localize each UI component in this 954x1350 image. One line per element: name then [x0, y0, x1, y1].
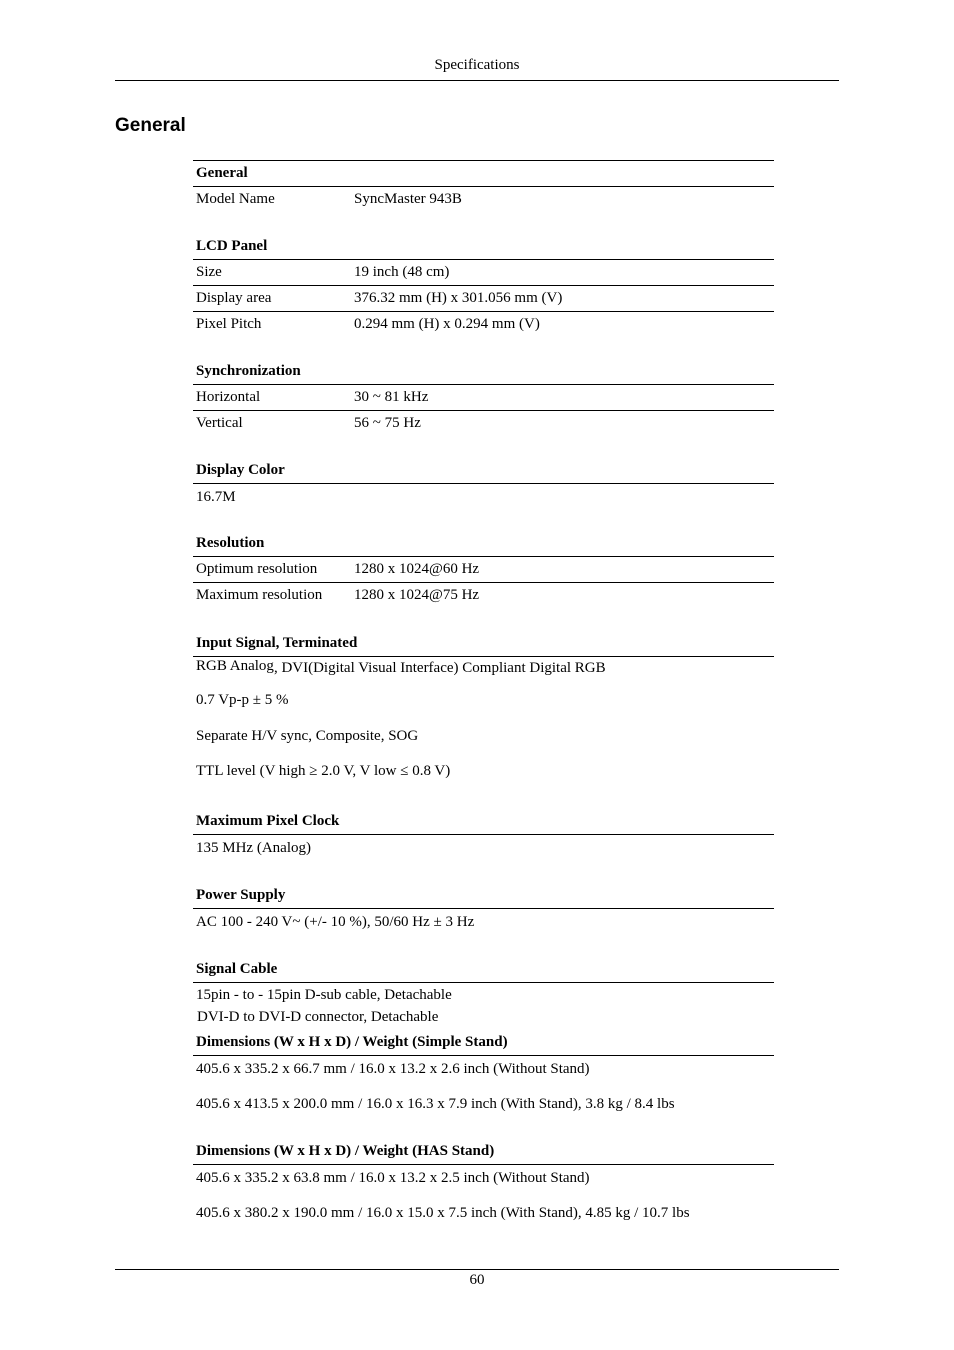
spec-row-optimum-resolution — [193, 557, 774, 583]
spec-row-size — [193, 260, 774, 286]
spec-text-input-line4: TTL level (V high ≥ 2.0 V, V low ≤ 0.8 V) — [196, 763, 451, 779]
spec-value: SyncMaster 943B — [354, 191, 462, 207]
spec-text-max-pixel-clock: 135 MHz (Analog) — [196, 840, 311, 856]
spec-text-display-color: 16.7M — [196, 489, 236, 505]
spec-text-input-line3: Separate H/V sync, Composite, SOG — [196, 728, 419, 744]
spec-value: 1280 x 1024@75 Hz — [354, 587, 480, 603]
spec-label: Optimum resolution — [196, 561, 318, 577]
spec-value: 19 inch (48 cm) — [354, 264, 450, 280]
header-rule — [115, 80, 839, 81]
input-signal-analog: RGB Analog — [196, 658, 274, 674]
spec-text-cable-line2: DVI-D to DVI-D connector, Detachable — [197, 1009, 439, 1025]
section-title-power-supply: Power Supply — [193, 883, 774, 909]
spec-text-dim-simple-line1: 405.6 x 335.2 x 66.7 mm / 16.0 x 13.2 x 2.6 inch (Without Stand) — [196, 1061, 590, 1077]
spec-label: Maximum resolution — [196, 587, 323, 603]
section-title-synchronization: Synchronization — [193, 359, 774, 385]
spec-value: 30 ~ 81 kHz — [354, 389, 429, 405]
spec-value: 376.32 mm (H) x 301.056 mm (V) — [354, 290, 563, 306]
section-title-lcd-panel: LCD Panel — [193, 234, 774, 260]
spec-row-pixel-pitch — [193, 312, 774, 338]
spec-label: Size — [196, 264, 222, 280]
spec-row-display-area — [193, 286, 774, 312]
section-title-resolution: Resolution — [193, 531, 774, 557]
spec-value: 1280 x 1024@60 Hz — [354, 561, 480, 577]
spec-text-cable-line1: 15pin - to - 15pin D-sub cable, Detachable — [196, 987, 452, 1003]
spec-row-model-name — [193, 187, 774, 213]
spec-row-horizontal — [193, 385, 774, 411]
spec-label: Horizontal — [196, 389, 261, 405]
spec-label: Pixel Pitch — [196, 316, 262, 332]
spec-text-input-line2: 0.7 Vp-p ± 5 % — [196, 692, 289, 708]
spec-label: Display area — [196, 290, 272, 306]
spec-row-vertical — [193, 411, 774, 437]
spec-text-dim-has-line1: 405.6 x 335.2 x 63.8 mm / 16.0 x 13.2 x 2.5 inch (Without Stand) — [196, 1170, 590, 1186]
section-title-signal-cable: Signal Cable — [193, 957, 774, 983]
spec-text-dim-has-line2: 405.6 x 380.2 x 190.0 mm / 16.0 x 15.0 x 7.5 inch (With Stand), 4.85 kg / 10.7 lbs — [196, 1205, 690, 1221]
section-title-dimensions-has: Dimensions (W x H x D) / Weight (HAS Stand) — [193, 1139, 774, 1165]
page-title: General — [115, 115, 186, 136]
running-header: Specifications — [434, 57, 520, 73]
page-number: 60 — [469, 1272, 485, 1288]
spec-text-dim-simple-line2: 405.6 x 413.5 x 200.0 mm / 16.0 x 16.3 x 7.9 inch (With Stand), 3.8 kg / 8.4 lbs — [196, 1096, 675, 1112]
spec-table — [193, 160, 774, 1230]
section-title-max-pixel-clock: Maximum Pixel Clock — [193, 809, 774, 835]
section-title-display-color: Display Color — [193, 458, 774, 484]
section-title-general: General — [193, 161, 774, 187]
section-title-input-signal: Input Signal, Terminated — [193, 631, 774, 657]
spec-label: Vertical — [196, 415, 243, 431]
spec-text-input-line1 — [193, 657, 774, 692]
footer-rule — [115, 1269, 839, 1270]
spec-row-maximum-resolution — [193, 583, 774, 609]
spec-value: 0.294 mm (H) x 0.294 mm (V) — [354, 316, 540, 332]
section-title-dimensions-simple: Dimensions (W x H x D) / Weight (Simple Stand) — [193, 1030, 774, 1056]
input-signal-dvi: , DVI(Digital Visual Interface) Compliant Digital RGB — [273, 660, 606, 676]
spec-value: 56 ~ 75 Hz — [354, 415, 421, 431]
spec-label: Model Name — [196, 191, 275, 207]
spec-text-power-supply: AC 100 - 240 V~ (+/- 10 %), 50/60 Hz ± 3 Hz — [196, 914, 475, 930]
